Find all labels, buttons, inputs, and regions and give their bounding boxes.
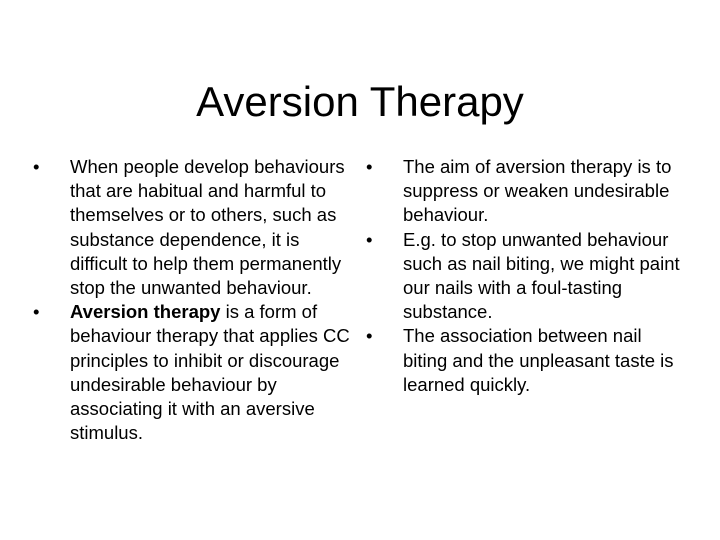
- bullet-text: The association between nail biting and the unpleasant taste is learned quickly.: [403, 325, 674, 395]
- bullet-icon: •: [366, 156, 373, 177]
- bullet-item: [365, 155, 685, 228]
- left-column: [32, 155, 357, 445]
- bullet-text: The aim of aversion therapy is to suppress or weaken undesirable behaviour.: [403, 156, 672, 226]
- bullet-icon: •: [366, 228, 373, 250]
- bullet-icon: •: [33, 156, 40, 177]
- left-bullet-list: [32, 155, 357, 445]
- bullet-text: is a form of behaviour therapy that applies CC principles to inhibit or discourage undesirable behaviour by associating it with an aversive stimulus.: [70, 301, 350, 444]
- bullet-bold-term: Aversion therapy: [70, 301, 221, 323]
- bullet-icon: •: [366, 325, 373, 347]
- bullet-text: When people develop behaviours that are habitual and harmful to themselves or to others, such as substance dependence, it is difficult to help them permanently stop the unwanted behaviour.: [70, 156, 345, 299]
- bullet-item: [365, 324, 685, 397]
- bullet-item: [32, 155, 357, 300]
- bullet-text: E.g. to stop unwanted behaviour such as nail biting, we might paint our nails with a foul-tasting substance.: [403, 228, 680, 323]
- bullet-icon: •: [33, 301, 40, 323]
- bullet-item: [32, 300, 357, 445]
- bullet-item: [365, 228, 685, 325]
- slide-title: Aversion Therapy: [196, 78, 524, 125]
- right-bullet-list: [365, 155, 685, 397]
- right-column: [365, 155, 685, 397]
